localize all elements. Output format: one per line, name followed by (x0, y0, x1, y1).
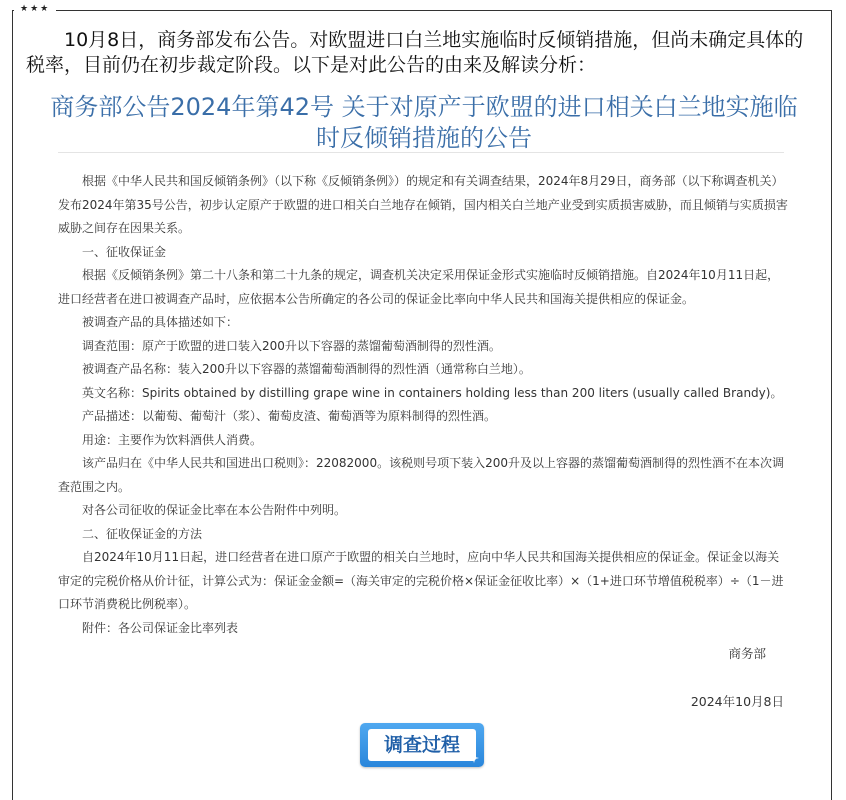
button-face (368, 729, 476, 761)
paragraph-attachment: 附件：各公司保证金比率列表 (82, 620, 239, 635)
paragraph-description: 产品描述：以葡萄、葡萄汁（浆）、葡萄皮渣、葡萄酒等为原料制得的烈性酒。 (82, 409, 497, 423)
intro-text: 10月8日，商务部发布公告。对欧盟进口白兰地实施临时反倾销措施，但尚未确定具体的税率，目前仍在初步裁定阶段。以下是对此公告的由来及解读分析： (26, 29, 804, 76)
paragraph-preamble: 根据《中华人民共和国反倾销条例》（以下称《反倾销条例》）的规定和有关调查结果，2024年8月29日，商务部（以下称调查机关）发布2024年第35号公告，初步认定原产于欧盟的进口相关白兰地存在倾销，国内相关白兰地产业受到实质损害威胁，而且倾销与实质损害威胁之间存在因果关系。 (58, 174, 788, 235)
announcement-date: 2024年10月8日 (690, 694, 784, 709)
section-heading-2: 二、征收保证金的方法 (82, 526, 203, 541)
sparkle-icon (469, 753, 479, 763)
investigation-process-button[interactable] (360, 723, 484, 767)
paragraph-english-name: 英文名称：Spirits obtained by distilling grape wine in containers holding less than 200 liters (usually called Brandy)。 (82, 385, 783, 400)
paragraph-rates-note: 对各公司征收的保证金比率在本公告附件中列明。 (82, 503, 347, 517)
button-label: 调查过程 (383, 734, 460, 756)
frame-decoration-stars: ★★★ (14, 3, 56, 15)
paragraph-product-intro: 被调查产品的具体描述如下： (82, 315, 239, 329)
paragraph-product-name: 被调查产品名称：装入200升以下容器的蒸馏葡萄酒制得的烈性酒（通常称白兰地）。 (82, 362, 531, 376)
signature: 商务部 (728, 646, 766, 661)
announcement-body (58, 170, 788, 640)
paragraph-method: 自2024年10月11日起，进口经营者在进口原产于欧盟的相关白兰地时，应向中华人民共和国海关提供相应的保证金。保证金以海关审定的完税价格从价计征，计算公式为：保证金金额=（海关审定的完税价格×保证金征收比率）×（1+进口环节增值税税率）÷（1－进口环节消费税比例税率）。 (58, 550, 784, 611)
section-heading-1: 一、征收保证金 (82, 244, 167, 259)
paragraph-usage: 用途：主要作为饮料酒供人消费。 (82, 432, 263, 447)
paragraph-measure: 根据《反倾销条例》第二十八条和第二十九条的规定，调查机关决定采用保证金形式实施临时反倾销措施。自2024年10月11日起，进口经营者在进口被调查产品时，应依据本公告所确定的各公司的保证金比率向中华人民共和国海关提供相应的保证金。 (58, 268, 780, 306)
title-divider (58, 152, 784, 153)
announcement-title: 商务部公告2024年第42号 关于对原产于欧盟的进口相关白兰地实施临时反倾销措施的公告 (50, 93, 798, 152)
paragraph-scope: 调查范围：原产于欧盟的进口装入200升以下容器的蒸馏葡萄酒制得的烈性酒。 (82, 338, 501, 353)
paragraph-tariff: 该产品归在《中华人民共和国进出口税则》：22082000。该税则号项下装入200升及以上容器的蒸馏葡萄酒制得的烈性酒不在本次调查范围之内。 (58, 456, 784, 494)
